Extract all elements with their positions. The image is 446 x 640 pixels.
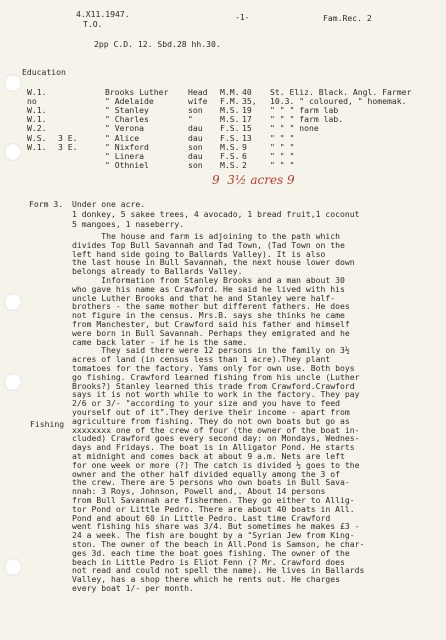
date-line: 4.X11.1947. — [76, 9, 130, 19]
household-status: F.S. — [220, 150, 240, 161]
body-line: The house and farm is adjoining to the path which — [72, 231, 341, 241]
household-rel: wife — [188, 96, 208, 107]
household-extra: 3 E. — [58, 141, 78, 152]
body-line: at midnight and comes back at about 9 a.m. Nets are left — [72, 451, 345, 461]
household-tail: " " " — [270, 159, 295, 170]
body-line: owner and the other half divided equally among the 3 of — [72, 468, 341, 479]
household-status: F.S. — [220, 123, 240, 134]
form-line-2: 1 donkey, 5 sakee trees, 4 avocado, 1 bread fruit,1 coconut — [72, 209, 360, 219]
body-line: beach in Little Pedro is Eliot Fenn (? Mr. Crawford does — [72, 556, 345, 567]
body-line: nnah: 3 Roys, Johnson, Powell and,. About 14 persons — [72, 486, 326, 497]
household-edu: W.1. — [27, 141, 47, 152]
body-line: were born in Bull Savannah. Perhaps they emigrated and he — [72, 327, 350, 338]
household-tail: 10.3. " coloured, " homemak. — [270, 96, 407, 107]
page-number: -1- — [235, 12, 250, 22]
household-tail: " " " — [270, 141, 295, 152]
family-record: Fam.Rec. 2 — [323, 13, 372, 23]
household-name: " Stanley — [105, 105, 149, 116]
body-line: the last house in Bull Savannah, the next house lower down — [72, 257, 355, 268]
household-rel: Head — [188, 87, 208, 97]
household-status: F.M. — [220, 96, 240, 107]
household-status: M.S. — [220, 105, 240, 116]
initials: T.O. — [83, 19, 103, 29]
body-line: ges 3d. each time the boat goes fishing. The owner of the — [72, 547, 350, 558]
handwritten-note: 9 3½ acres 9 — [212, 173, 295, 187]
household-age: 13 — [242, 132, 252, 143]
body-line: says it is not worth while to work in the factory. They pay — [72, 389, 360, 400]
household-status: M.M. — [220, 87, 240, 97]
body-line: They said there were 12 persons in the family on 3½ — [72, 345, 350, 356]
household-edu: W.2. — [27, 123, 47, 134]
fishing-label: Fishing — [30, 419, 65, 429]
body-line: went fishing his share was 3/4. But sometimes he makes £3 - — [72, 521, 360, 532]
body-line: from Manchester, but Crawford said his father and himself — [72, 319, 350, 329]
household-name: " Charles — [105, 114, 149, 125]
household-tail: St. Eliz. Black. Angl. Farmer — [270, 87, 412, 97]
household-name: " Verona — [105, 123, 144, 134]
reference-line: 2pp C.D. 12. Sbd.28 hh.30. — [94, 39, 221, 49]
household-status: M.S. — [220, 141, 240, 152]
body-line: xxxxxxxx one of the crew of four (the owner of the boat in- — [72, 424, 360, 435]
household-extra: 3 E. — [58, 132, 78, 143]
household-name: " Alice — [105, 132, 140, 143]
household-rel: son — [188, 159, 203, 170]
household-age: 9 — [242, 141, 247, 152]
household-tail: " " " — [270, 150, 295, 161]
form-line-3: 5 mangoes, 1 naseberry. — [72, 219, 185, 229]
form-line-1: Under one acre. — [72, 199, 146, 209]
household-edu: W.1. — [27, 114, 47, 125]
body-line: for one week or more (?) The catch is divided ½ goes to the — [72, 459, 360, 470]
body-line: every boat 1/- per month. — [72, 583, 194, 593]
household-edu: W.1. — [27, 105, 47, 116]
household-edu: no — [27, 96, 37, 107]
household-edu: W.S. — [27, 132, 47, 143]
household-tail: " " " none — [270, 123, 319, 134]
body-line: not read and could not spell the name). He lives in Ballards — [72, 565, 365, 576]
body-line: uncle Luther Brooks and that he and Stanley were half- — [72, 292, 336, 303]
household-status: M.S. — [220, 159, 240, 170]
household-age: 2 — [242, 159, 247, 170]
body-line: days and Fridays. The boat is in Alligator Pond. He starts — [72, 442, 355, 453]
body-line: tomatoes for the factory. Yams only for own use. Both boys — [72, 363, 355, 373]
household-rel: dau — [188, 150, 203, 161]
household-rel: son — [188, 141, 203, 152]
body-line: ston. The owner of the beach in All.Pond is Samson, he char- — [72, 539, 365, 549]
body-line: who gave his name as Crawford. He said he lived with his — [72, 283, 345, 294]
household-age: 15 — [242, 123, 252, 134]
body-line: came back later - if he is the same. — [72, 336, 248, 347]
household-rel: son — [188, 105, 203, 116]
household-tail: " " " farm lab. — [270, 114, 344, 125]
household-age: 17 — [242, 114, 252, 125]
household-edu: W.1. — [27, 87, 47, 97]
household-name: Brooks Luther — [105, 87, 169, 97]
household-name: " Linera — [105, 150, 144, 161]
body-line: the crew. There are 5 persons who own boats in Bull Sava- — [72, 477, 350, 488]
body-line: Information from Stanley Brooks and a man about 30 — [72, 275, 345, 285]
household-rel: " — [188, 114, 193, 125]
household-age: 19 — [242, 105, 252, 116]
body-line: left hand side going to Ballards Valley). It is also — [72, 248, 326, 259]
household-tail: " " " farm lab — [270, 105, 339, 116]
body-line: 2/6 or 3/- "according to your size and you have to feed — [72, 398, 341, 409]
body-line: go fishing. Crawford learned fishing from his uncle (Luther — [72, 371, 360, 382]
household-tail: " " " — [270, 132, 295, 143]
household-age: 40 — [242, 87, 252, 97]
body-line: not figure in the census. Mrs.B. says she thinks he came — [72, 310, 345, 321]
body-line: belongs already to Ballards Valley. — [72, 266, 243, 277]
household-age: 6 — [242, 150, 247, 161]
household-rel: dau — [188, 123, 203, 134]
household-age: 35, — [242, 96, 257, 107]
household-status: M.S. — [220, 114, 240, 125]
household-name: " Nixford — [105, 141, 149, 152]
household-name: " Othniel — [105, 159, 149, 170]
body-line: cluded) Crawford goes every second day: on Mondays, Wednes- — [72, 433, 360, 444]
body-line: acres of land (in census less than 1 acre).They plant — [72, 354, 331, 365]
body-line: 24 a week. The fish are bought by a "Syrian Jew from King- — [72, 530, 355, 541]
household-rel: dau — [188, 132, 203, 143]
body-line: Brooks?) Stanley learned this trade from Crawford.Crawford — [72, 380, 355, 391]
household-name: " Adelaide — [105, 96, 154, 107]
body-line: Pond and about 60 in Little Pedro. Last time Crawford — [72, 512, 331, 523]
body-line: agriculture from fishing. They do not own boats but go as — [72, 415, 350, 426]
body-line: yourself out of it".They derive their income - apart from — [72, 407, 350, 417]
body-line: tor Pond or Little Pedro. There are about 40 boats in All. — [72, 503, 355, 514]
education-label: Education — [22, 67, 66, 77]
body-line: divides Top Bull Savannah and Tad Town, (Tad Town on the — [72, 239, 345, 250]
body-line: from Bull Savannah are fishermen. They go either to Allig- — [72, 495, 355, 505]
household-status: F.S. — [220, 132, 240, 143]
form-label: Form 3. — [29, 199, 64, 209]
body-line: brothers - the same mother but different fathers. He does — [72, 301, 350, 312]
body-line: Valley, has a shop there which he rents out. He charges — [72, 574, 341, 585]
